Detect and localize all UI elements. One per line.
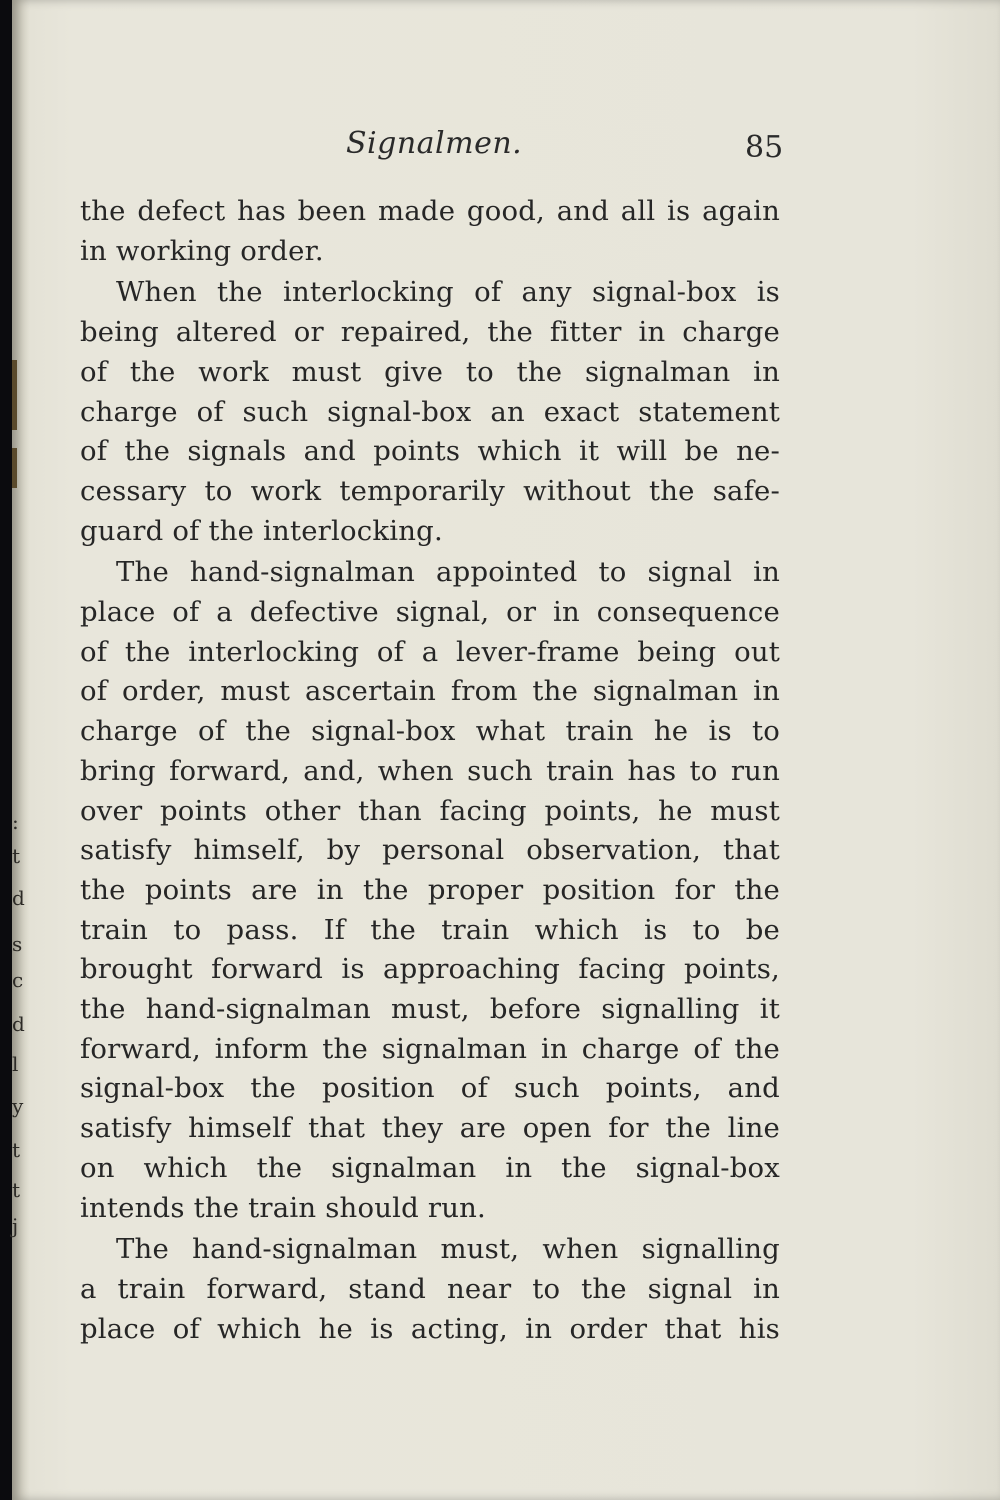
body-text <box>80 192 780 1349</box>
margin-bleed-glyph: t <box>12 844 21 868</box>
margin-bleed-glyph: c <box>12 968 24 992</box>
paragraph <box>80 553 780 1228</box>
text-line: charge of such signal-box an exact statement <box>80 395 780 428</box>
text-line: over points other than facing points, he must <box>80 794 780 827</box>
text-line: signal-box the position of such points, and <box>80 1072 780 1105</box>
text-line: train to pass. If the train which is to be <box>80 913 780 946</box>
text-line: brought forward is approaching facing points, <box>80 953 780 986</box>
text-line: When the interlocking of any signal-box is <box>116 276 780 309</box>
page-number: 85 <box>745 130 784 165</box>
text-line: the defect has been made good, and all is again <box>80 195 780 227</box>
paragraph <box>80 192 780 271</box>
text-line: the hand-signalman must, before signalling it <box>80 993 780 1026</box>
margin-bleed-glyph: t <box>12 1138 21 1162</box>
text-line: guard of the interlocking. <box>80 514 443 547</box>
margin-bleed-glyph: l <box>12 1052 19 1076</box>
left-margin-bleed-mark <box>12 448 17 488</box>
paragraph <box>80 273 780 551</box>
text-line: charge of the signal-box what train he is to <box>80 715 780 748</box>
text-line: place of a defective signal, or in consequence <box>80 596 780 629</box>
text-line: being altered or repaired, the fitter in charge <box>80 316 780 349</box>
margin-bleed-glyph: t <box>12 1178 21 1202</box>
margin-bleed-glyph: j <box>12 1214 19 1238</box>
left-margin-bleed-mark <box>12 360 17 430</box>
margin-bleed-glyph: s <box>12 932 23 956</box>
text-line: satisfy himself that they are open for the line <box>80 1112 780 1145</box>
text-line: in working order. <box>80 234 324 267</box>
paragraph <box>80 1230 780 1349</box>
text-line: The hand-signalman appointed to signal in <box>116 556 780 589</box>
text-line: forward, inform the signalman in charge of the <box>80 1032 780 1065</box>
running-head: Signalmen. <box>346 126 523 161</box>
text-line: of the signals and points which it will be ne- <box>80 435 780 468</box>
text-line: bring forward, and, when such train has to run <box>80 754 780 787</box>
margin-bleed-glyph: y <box>12 1094 24 1118</box>
margin-bleed-glyph: : <box>12 810 19 834</box>
text-line: satisfy himself, by personal observation, that <box>80 834 780 867</box>
text-line: cessary to work temporarily without the safe- <box>80 474 780 507</box>
text-line: intends the train should run. <box>80 1191 486 1224</box>
text-line: a train forward, stand near to the signal in <box>80 1272 780 1305</box>
text-line: of the interlocking of a lever-frame being out <box>80 635 780 668</box>
text-line: The hand-signalman must, when signalling <box>116 1233 780 1266</box>
margin-bleed-glyph: d <box>12 1012 25 1036</box>
margin-bleed-glyph: d <box>12 886 25 910</box>
page-header <box>12 126 1000 170</box>
book-page <box>12 0 1000 1500</box>
text-line: place of which he is acting, in order that his <box>80 1312 780 1345</box>
text-line: of order, must ascertain from the signalman in <box>80 675 780 708</box>
text-line: on which the signalman in the signal-box <box>80 1151 780 1184</box>
text-line: the points are in the proper position for the <box>80 873 780 906</box>
text-line: of the work must give to the signalman in <box>80 355 780 388</box>
